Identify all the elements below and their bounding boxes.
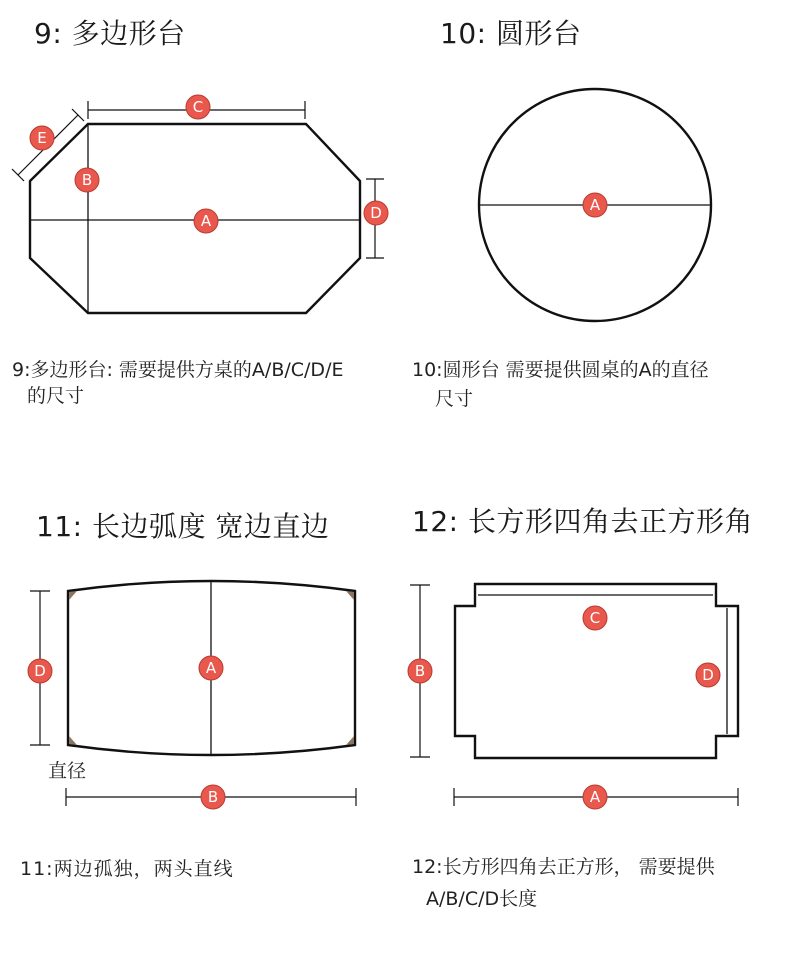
desc-round-line1: 10:圆形台 需要提供圆桌的A的直径 xyxy=(412,359,709,381)
label-e xyxy=(30,126,54,150)
label-d xyxy=(28,659,52,683)
title-arc-table: 11: 长边弧度 宽边直边 xyxy=(36,510,330,543)
desc-polygon-line1: 9:多边形台: 需要提供方桌的A/B/C/D/E xyxy=(12,359,344,381)
svg-text:B: B xyxy=(414,662,426,680)
label-a xyxy=(583,193,607,217)
svg-text:C: C xyxy=(589,609,601,627)
label-d xyxy=(696,663,720,687)
polygon-table-diagram xyxy=(12,95,388,313)
desc-notched-line1: 12:长方形四角去正方形， 需要提供 xyxy=(412,856,715,878)
svg-text:D: D xyxy=(702,666,714,684)
svg-text:B: B xyxy=(81,171,93,189)
svg-text:A: A xyxy=(205,659,217,677)
desc-round-line2: 尺寸 xyxy=(435,388,474,410)
arc-table-diagram xyxy=(28,581,356,809)
desc-arc-line1: 11:两边孤独，两头直线 xyxy=(20,858,234,880)
diameter-note: 直径 xyxy=(48,760,87,782)
title-round-table: 10: 圆形台 xyxy=(440,17,582,50)
label-a xyxy=(583,785,607,809)
svg-text:D: D xyxy=(34,662,46,680)
title-polygon-table: 9: 多边形台 xyxy=(34,17,186,50)
svg-text:E: E xyxy=(37,129,47,147)
svg-text:A: A xyxy=(200,212,212,230)
title-notched-rect-table: 12: 长方形四角去正方形角 xyxy=(412,505,753,538)
label-c xyxy=(186,95,210,119)
notched-rect-table-diagram xyxy=(408,584,738,809)
label-c xyxy=(583,606,607,630)
label-a xyxy=(194,209,218,233)
label-b xyxy=(201,785,225,809)
svg-text:C: C xyxy=(192,98,204,116)
svg-text:A: A xyxy=(589,788,601,806)
round-table-diagram xyxy=(479,89,711,321)
svg-text:D: D xyxy=(370,204,382,222)
label-d xyxy=(364,201,388,225)
label-a xyxy=(199,656,223,680)
desc-polygon-line2: 的尺寸 xyxy=(27,385,85,407)
svg-text:B: B xyxy=(207,788,219,806)
label-b xyxy=(408,659,432,683)
label-b xyxy=(75,168,99,192)
svg-text:A: A xyxy=(589,196,601,214)
desc-notched-line2: A/B/C/D长度 xyxy=(426,888,538,910)
